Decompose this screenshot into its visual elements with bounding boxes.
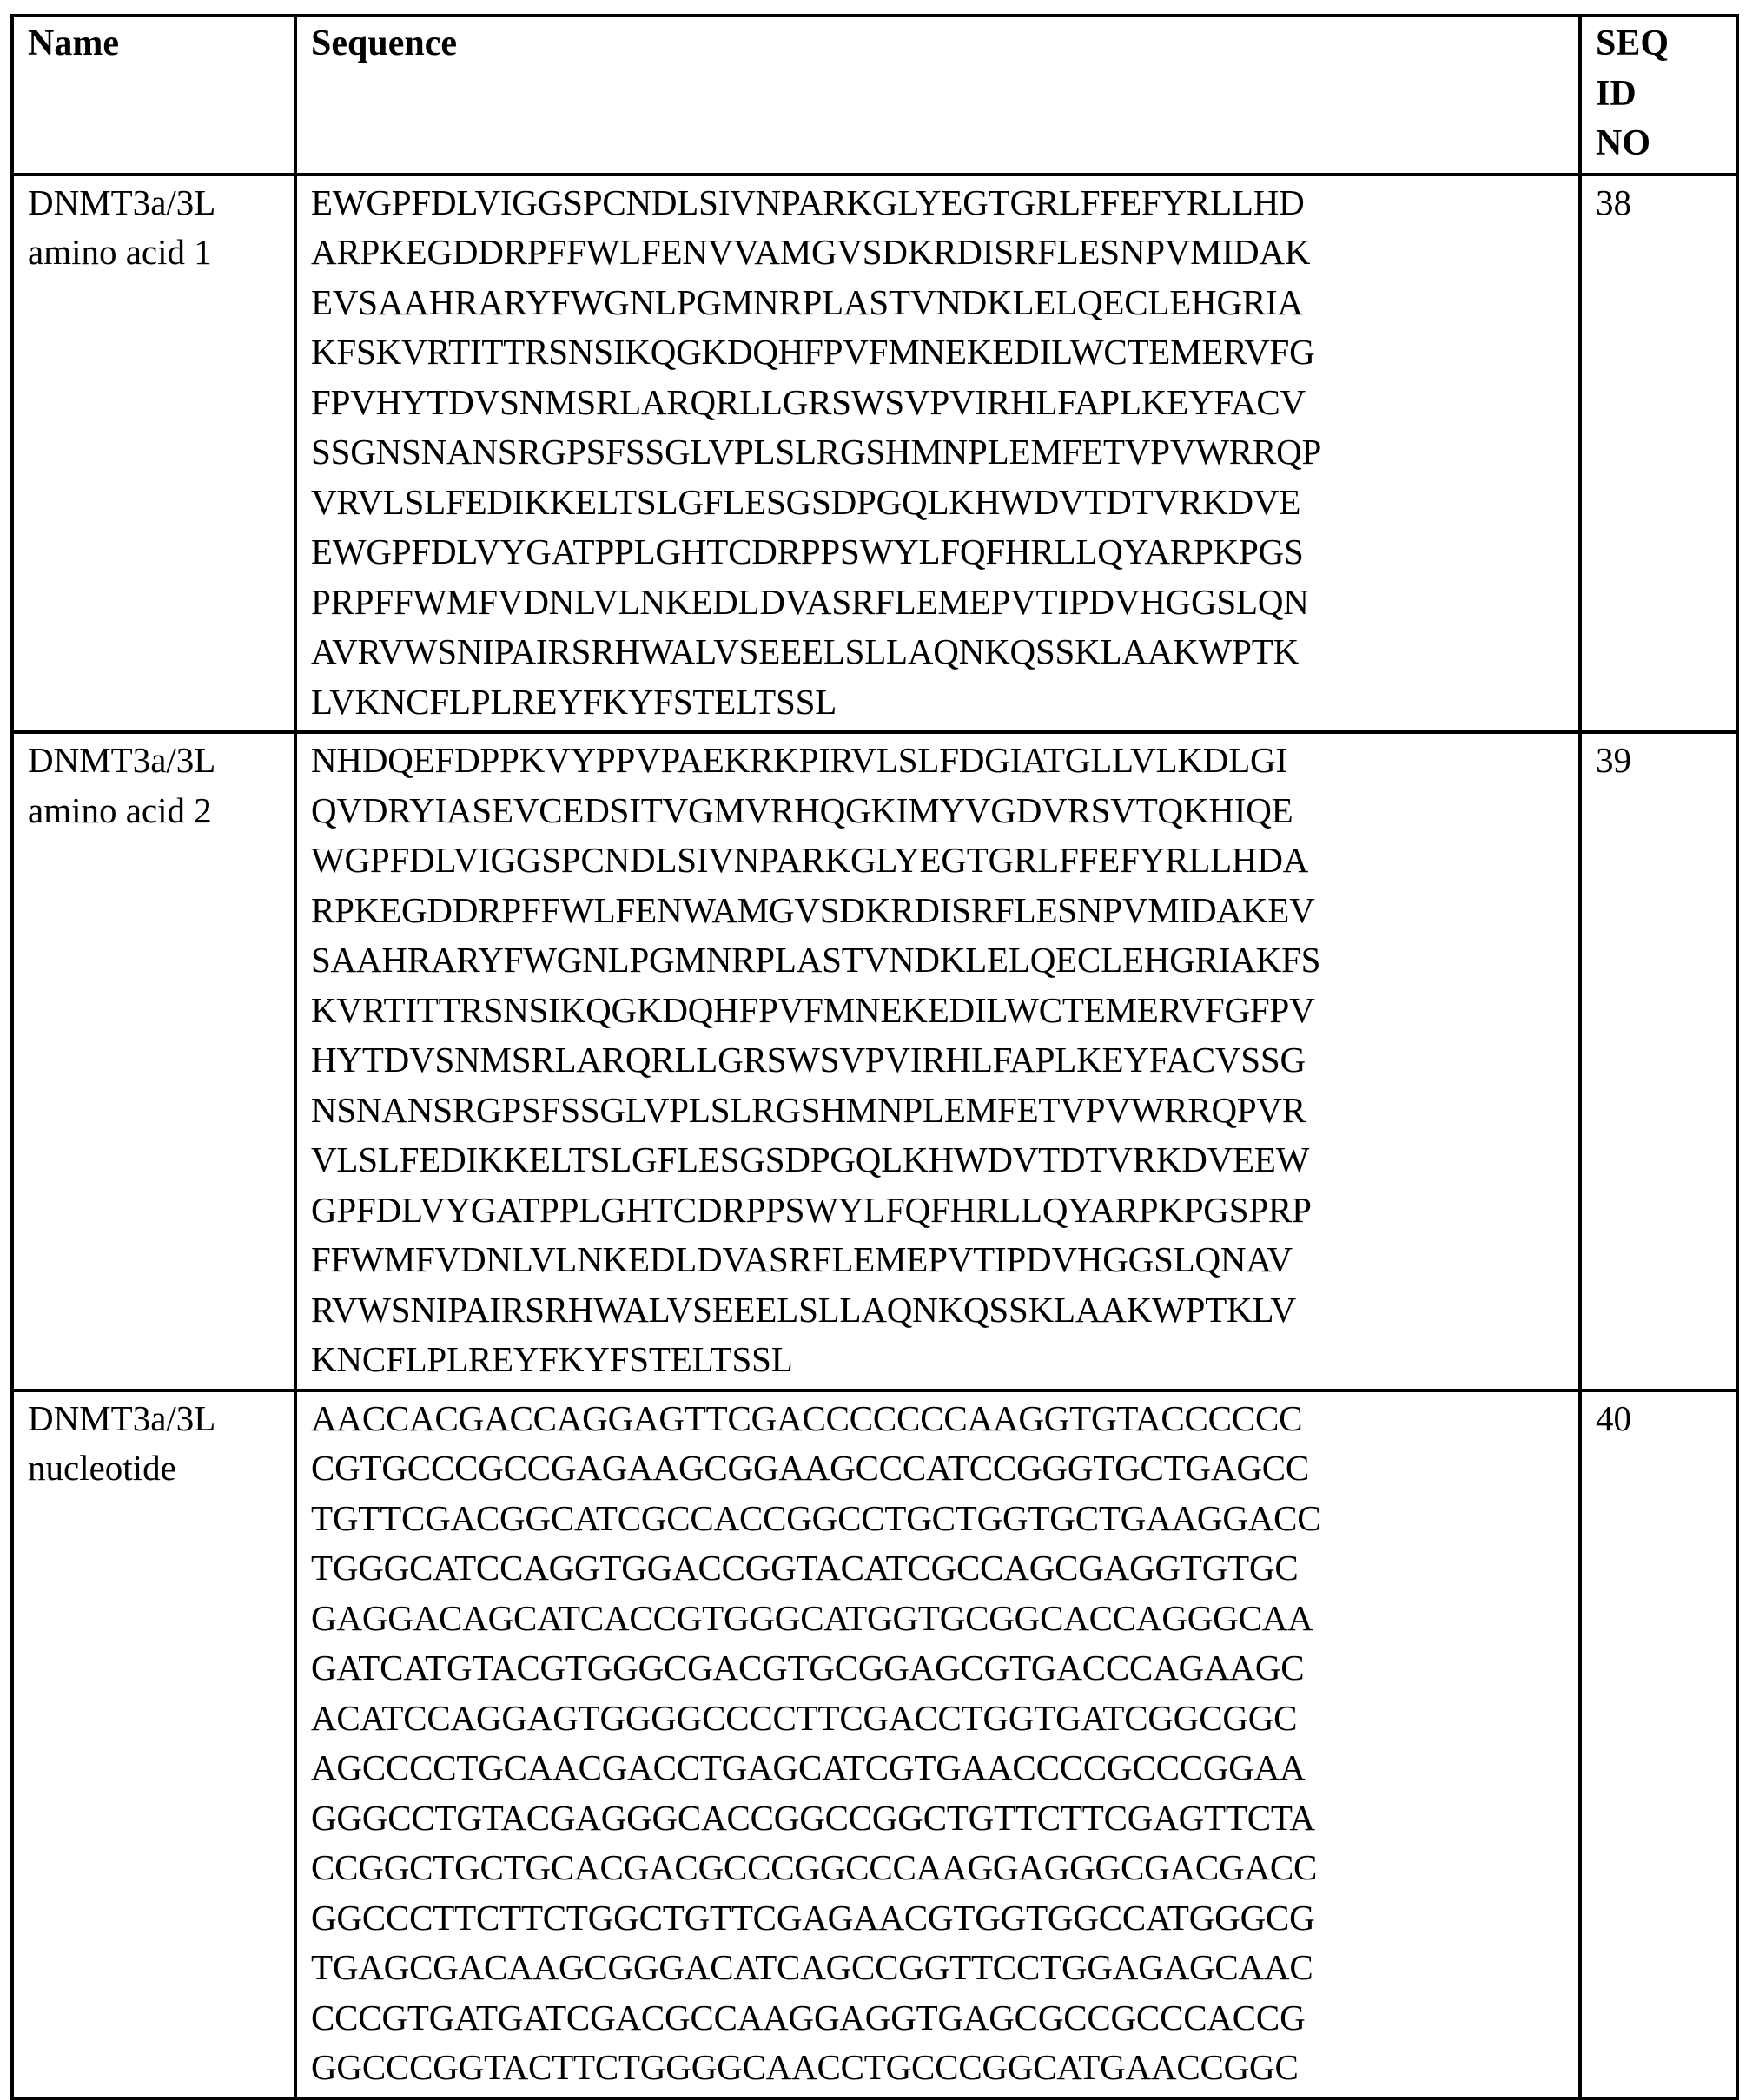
sequence-line: AVRVWSNIPAIRSRHWALVSEEELSLLAQNKQSSKLAAKWPTK — [311, 631, 1299, 671]
sequence-line: TGGGCATCCAGGTGGACCGGTACATCGCCAGCGAGGTGTGC — [311, 1548, 1299, 1588]
sequence-line: QVDRYIASEVCEDSITVGMVRHQGKIMYVGDVRSVTQKHIQE — [311, 789, 1293, 830]
sequence-line: GAGGACAGCATCACCGTGGGCATGGTGCGGCACCAGGGCAA — [311, 1597, 1313, 1638]
row-seq-id-cell: 38 — [1580, 175, 1737, 733]
sequence-line: NHDQEFDPPKVYPPVPAEKRKPIRVLSLFDGIATGLLVLKDLGI — [311, 740, 1287, 780]
row-name-line: amino acid 1 — [28, 232, 212, 272]
row-seq-id-cell: 40 — [1580, 1390, 1737, 2098]
sequence-line: CCGGCTGCTGCACGACGCCCGGCCCAAGGAGGGCGACGACC — [311, 1847, 1318, 1887]
table-row — [12, 1390, 1737, 2098]
header-seq-id-line: ID — [1596, 73, 1637, 114]
sequence-line: TGTTCGACGGCATCGCCACCGGCCTGCTGGTGCTGAAGGACC — [311, 1497, 1321, 1538]
sequence-line: RVWSNIPAIRSRHWALVSEEELSLLAQNKQSSKLAAKWPTKLV — [311, 1289, 1296, 1330]
sequence-line: KVRTITTRSNSIKQGKDQHFPVFMNEKEDILWCTEMERVFGFPV — [311, 989, 1315, 1030]
row-name-line: DNMT3a/3L — [28, 1397, 216, 1438]
sequence-line: ARPKEGDDRPFFWLFENVVAMGVSDKRDISRFLESNPVMIDAK — [311, 232, 1311, 272]
sequence-line: TGAGCGACAAGCGGGACATCAGCCGGTTCCTGGAGAGCAAC — [311, 1947, 1313, 1987]
header-name: Name — [12, 16, 295, 175]
sequence-line: CCCGTGATGATCGACGCCAAGGAGGTGAGCGCCGCCCACCG — [311, 1997, 1306, 2037]
sequence-line: CGTGCCCGCCGAGAAGCGGAAGCCCATCCGGGTGCTGAGCC — [311, 1448, 1310, 1488]
sequence-line: LVKNCFLPLREYFKYFSTELTSSL — [311, 681, 837, 722]
header-seq-id-line: SEQ — [1596, 23, 1670, 63]
sequence-line: GGCCCTTCTTCTGGCTGTTCGAGAACGTGGTGGCCATGGGCG — [311, 1897, 1315, 1938]
sequence-line: KFSKVRTITTRSNSIKQGKDQHFPVFMNEKEDILWCTEMERVFG — [311, 332, 1315, 372]
row-name-line: nucleotide — [28, 1448, 176, 1488]
sequence-line: WGPFDLVIGGSPCNDLSIVNPARKGLYEGTGRLFFEFYRLLHDA — [311, 840, 1309, 880]
row-name-line: amino acid 2 — [28, 789, 212, 830]
sequence-line: EWGPFDLVIGGSPCNDLSIVNPARKGLYEGTGRLFFEFYRLLHD — [311, 182, 1305, 222]
row-name-line: DNMT3a/3L — [28, 740, 216, 780]
sequence-line: HYTDVSNMSRLARQRLLGRSWSVPVIRHLFAPLKEYFACVSSG — [311, 1040, 1306, 1080]
sequence-line: PRPFFWMFVDNLVLNKEDLDVASRFLEMEPVTIPDVHGGSLQN — [311, 581, 1309, 622]
sequence-line: RPKEGDDRPFFWLFENWAMGVSDKRDISRFLESNPVMIDAKEV — [311, 889, 1315, 930]
sequence-table — [10, 14, 1739, 2100]
sequence-line: AGCCCCTGCAACGACCTGAGCATCGTGAACCCCGCCCGGAA — [311, 1747, 1306, 1787]
row-name-cell — [12, 1390, 295, 2098]
sequence-line: EWGPFDLVYGATPPLGHTCDRPPSWYLFQFHRLLQYARPKPGS — [311, 532, 1304, 571]
sequence-line: ACATCCAGGAGTGGGGCCCCTTCGACCTGGTGATCGGCGGC — [311, 1697, 1298, 1738]
sequence-line: FFWMFVDNLVLNKEDLDVASRFLEMEPVTIPDVHGGSLQNAV — [311, 1239, 1293, 1279]
row-name-line: DNMT3a/3L — [28, 182, 216, 222]
sequence-line: EVSAAHRARYFWGNLPGMNRPLASTVNDKLELQECLEHGRIA — [311, 281, 1303, 322]
table-row — [12, 732, 1737, 1390]
header-seq-id-line: NO — [1596, 123, 1650, 163]
sequence-line: SSGNSNANSRGPSFSSGLVPLSLRGSHMNPLEMFETVPVWRRQP — [311, 432, 1322, 472]
table-row — [12, 175, 1737, 733]
sequence-line: GATCATGTACGTGGGCGACGTGCGGAGCGTGACCCAGAAGC — [311, 1648, 1305, 1687]
row-sequence-cell — [295, 175, 1580, 733]
sequence-line: VLSLFEDIKKELTSLGFLESGSDPGQLKHWDVTDTVRKDVEEW — [311, 1139, 1310, 1179]
sequence-line: SAAHRARYFWGNLPGMNRPLASTVNDKLELQECLEHGRIAKFS — [311, 940, 1321, 980]
header-seq-id-no — [1580, 16, 1737, 175]
sequence-line: GGGCCTGTACGAGGGCACCGGCCGGCTGTTCTTCGAGTTCTA — [311, 1797, 1315, 1838]
sequence-line: NSNANSRGPSFSSGLVPLSLRGSHMNPLEMFETVPVWRRQPVR — [311, 1089, 1306, 1130]
header-row — [12, 16, 1737, 175]
row-seq-id-cell: 39 — [1580, 732, 1737, 1390]
row-name-cell — [12, 175, 295, 733]
sequence-line: FPVHYTDVSNMSRLARQRLLGRSWSVPVIRHLFAPLKEYFACV — [311, 381, 1306, 422]
sequence-line: GGCCCGGTACTTCTGGGGCAACCTGCCCGGCATGAACCGGC — [311, 2047, 1299, 2087]
row-sequence-cell — [295, 1390, 1580, 2098]
row-sequence-cell — [295, 732, 1580, 1390]
header-sequence: Sequence — [295, 16, 1580, 175]
sequence-line: KNCFLPLREYFKYFSTELTSSL — [311, 1339, 793, 1379]
sequence-line: AACCACGACCAGGAGTTCGACCCCCCCAAGGTGTACCCCCC — [311, 1397, 1303, 1438]
row-name-cell — [12, 732, 295, 1390]
sequence-line: GPFDLVYGATPPLGHTCDRPPSWYLFQFHRLLQYARPKPGSPRP — [311, 1189, 1312, 1230]
sequence-line: VRVLSLFEDIKKELTSLGFLESGSDPGQLKHWDVTDTVRKDVE — [311, 481, 1301, 522]
